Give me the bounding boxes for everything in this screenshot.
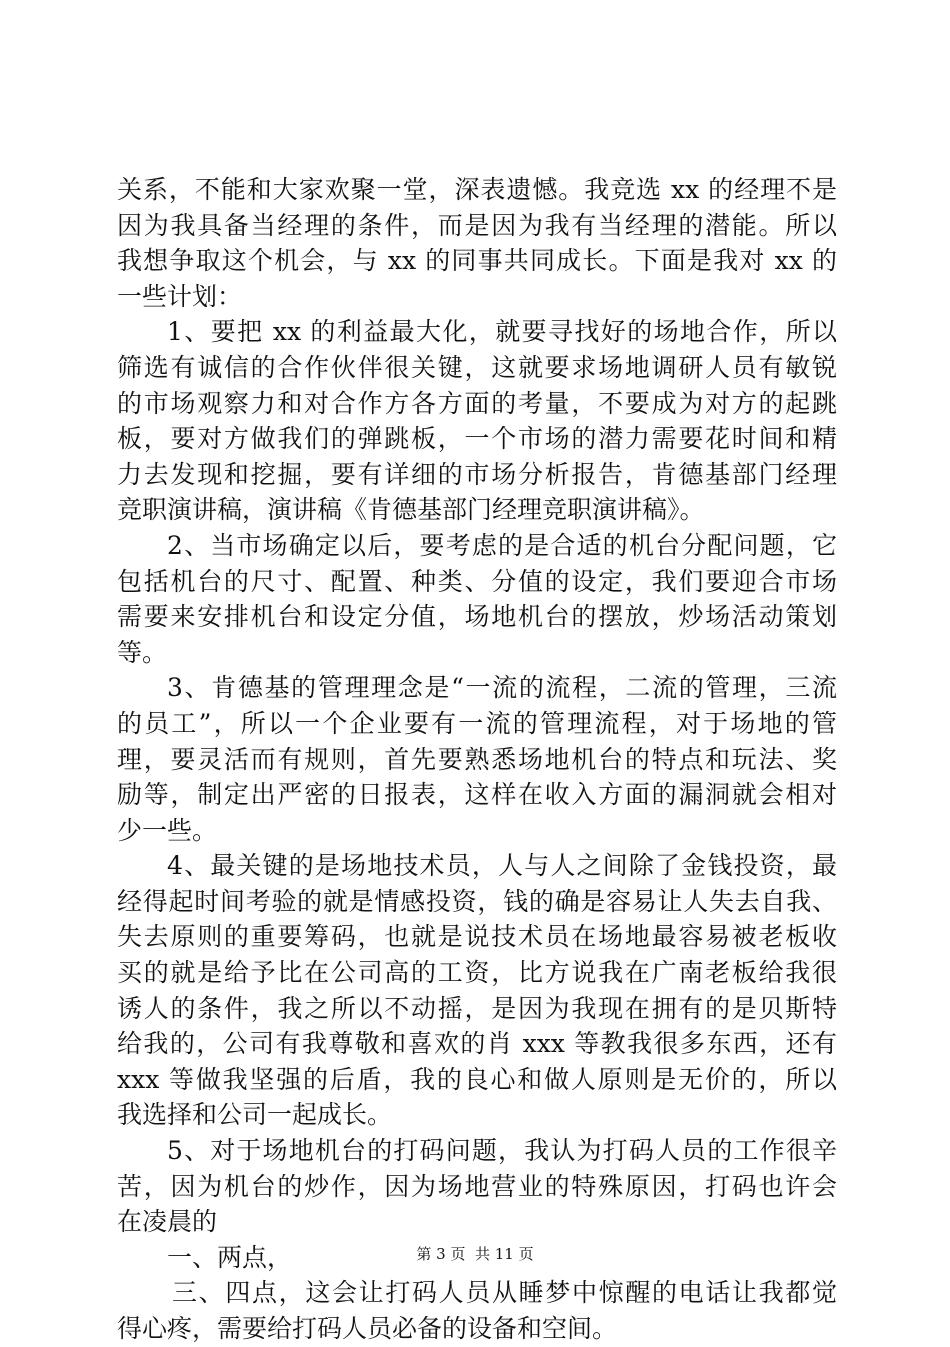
text-line: 需要来安排机台和设定分值，场地机台的摆放，炒场活动策划 bbox=[117, 602, 837, 632]
text-line: 因为我具备当经理的条件，而是因为我有当经理的潜能。所以 bbox=[117, 210, 837, 240]
text-line: 2、当市场确定以后，要考虑的是合适的机台分配问题，它 bbox=[167, 530, 837, 560]
text-line: 的市场观察力和对合作方各方面的考量，不要成为对方的起跳 bbox=[117, 388, 837, 418]
text-line: 买的就是给予比在公司高的工资，比方说我在广南老板给我很 bbox=[117, 958, 837, 988]
text-line: 一些计划： bbox=[117, 281, 243, 311]
text-line: 经得起时间考验的就是情感投资，钱的确是容易让人失去自我、 bbox=[117, 886, 837, 916]
text-line: 给我的，公司有我尊敬和喜欢的肖 xxx 等教我很多东西，还有 bbox=[117, 1029, 837, 1059]
text-line: 包括机台的尺寸、配置、种类、分值的设定，我们要迎合市场 bbox=[117, 566, 837, 596]
text-line: 4、最关键的是场地技术员，人与人之间除了金钱投资，最 bbox=[167, 851, 837, 881]
text-line: 少一些。 bbox=[117, 815, 218, 845]
page-footer bbox=[0, 1244, 950, 1264]
text-line: 诱人的条件，我之所以不动摇，是因为我现在拥有的是贝斯特 bbox=[117, 993, 837, 1023]
text-line: 苦，因为机台的炒作，因为场地营业的特殊原因，打码也许会 bbox=[117, 1171, 837, 1201]
text-line: 筛选有诚信的合作伙伴很关键，这就要求场地调研人员有敏锐 bbox=[117, 352, 837, 382]
document-body bbox=[117, 172, 837, 1347]
text-line: 力去发现和挖掘，要有详细的市场分析报告，肯德基部门经理 bbox=[117, 459, 837, 489]
text-line: 一、两点， bbox=[167, 1242, 293, 1272]
text-line: 等。 bbox=[117, 637, 168, 667]
text-line: 3、肯德基的管理理念是“一流的流程，二流的管理，三流 bbox=[167, 673, 837, 703]
text-line: 得心疼，需要给打码人员必备的设备和空间。 bbox=[117, 1314, 618, 1343]
text-line: 5、对于场地机台的打码问题，我认为打码人员的工作很辛 bbox=[167, 1136, 837, 1166]
text-line: 1、要把 xx 的利益最大化，就要寻找好的场地合作，所以 bbox=[167, 317, 837, 347]
text-line: 竞职演讲稿，演讲稿《肯德基部门经理竞职演讲稿》。 bbox=[117, 495, 705, 525]
text-line: 我选择和公司一起成长。 bbox=[117, 1100, 393, 1130]
text-line: 理，要灵活而有规则，首先要熟悉场地机台的特点和玩法、奖 bbox=[117, 744, 837, 774]
text-line: 三、四点，这会让打码人员从睡梦中惊醒的电话让我都觉 bbox=[172, 1278, 837, 1308]
text-line: 励等，制定出严密的日报表，这样在收入方面的漏洞就会相对 bbox=[117, 780, 837, 810]
text-line: xxx 等做我坚强的后盾，我的良心和做人原则是无价的，所以 bbox=[117, 1064, 837, 1094]
text-line: 关系，不能和大家欢聚一堂，深表遗憾。我竞选 xx 的经理不是 bbox=[117, 175, 837, 204]
text-line: 失去原则的重要筹码，也就是说技术员在场地最容易被老板收 bbox=[117, 922, 837, 952]
text-line: 的员工”，所以一个企业要有一流的管理流程，对于场地的管 bbox=[117, 708, 837, 738]
text-line: 在凌晨的 bbox=[117, 1207, 218, 1237]
page-number: 第 3 页 共 11 页 bbox=[416, 1245, 534, 1263]
text-line: 板，要对方做我们的弹跳板，一个市场的潜力需要花时间和精 bbox=[117, 424, 837, 454]
text-line: 我想争取这个机会，与 xx 的同事共同成长。下面是我对 xx 的 bbox=[117, 246, 837, 276]
